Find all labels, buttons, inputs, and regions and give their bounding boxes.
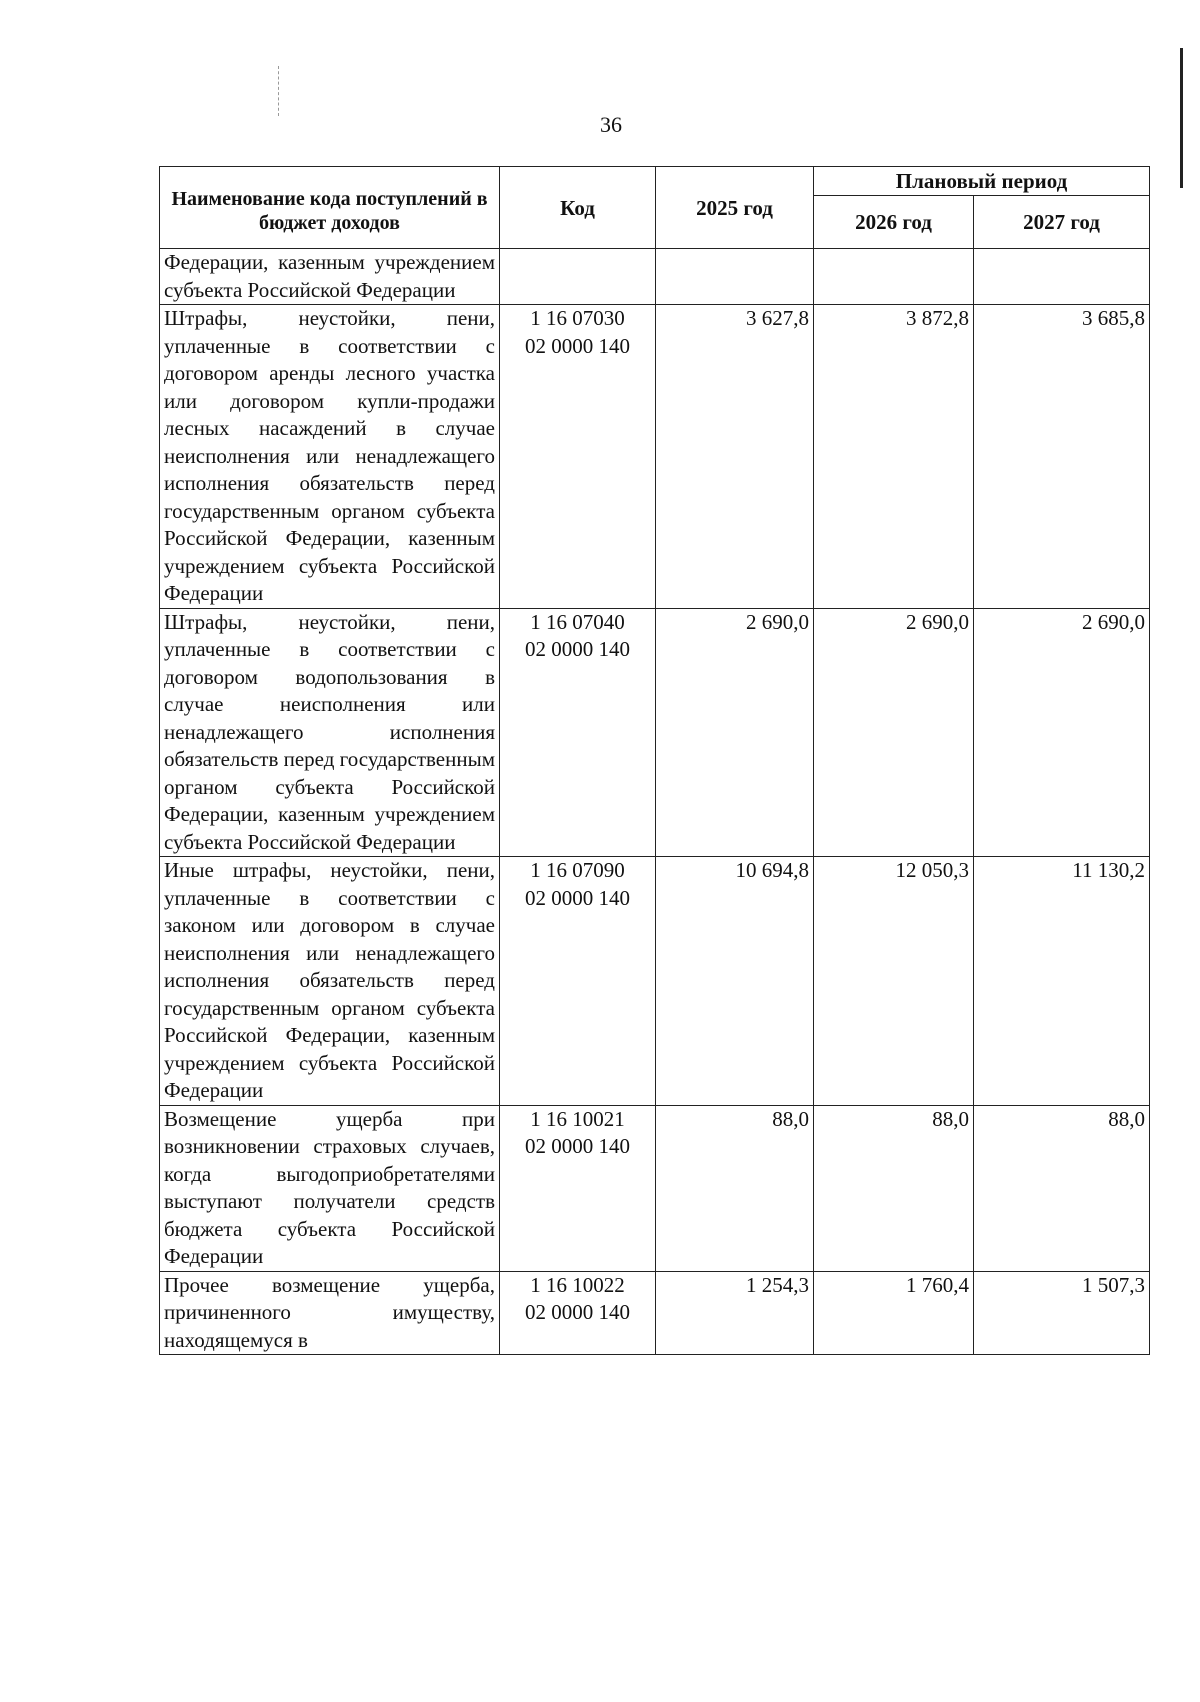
header-year-2025: 2025 год: [656, 167, 814, 249]
row-code-line1: 1 16 10022: [530, 1272, 625, 1297]
row-code-line1: 1 16 07090: [530, 858, 625, 882]
row-value-2027: 3 685,8: [974, 305, 1150, 609]
row-name: Прочее возмещение ущерба, причиненного имуществу, находящемуся в: [160, 1271, 500, 1355]
table-row: [160, 857, 1150, 1106]
header-name: Наименование кода поступлений в бюджет доходов: [160, 167, 500, 249]
row-name: Иные штрафы, неустойки, пени, уплаченные в соответствии с законом или договором в случае неисполнения или ненадлежащего исполнения обязательств перед государственным органом субъекта Российской Федерации, казенным учреждением субъекта Российской Федерации: [160, 857, 500, 1106]
row-code: [500, 857, 656, 1106]
table-row: [160, 1271, 1150, 1355]
row-value-2027: [974, 249, 1150, 305]
scan-artifact-right: [1180, 48, 1183, 188]
table-row: [160, 305, 1150, 609]
row-value-2027: 2 690,0: [974, 608, 1150, 857]
row-code-line2: 02 0000 140: [525, 333, 630, 358]
row-value-2026: 12 050,3: [814, 857, 974, 1106]
row-value-2025: [656, 249, 814, 305]
row-value-2026: 2 690,0: [814, 608, 974, 857]
header-year-2026: 2026 год: [814, 196, 974, 249]
row-value-2025: 1 254,3: [656, 1271, 814, 1355]
scan-artifact-left: [278, 66, 280, 116]
row-value-2026: 1 760,4: [814, 1271, 974, 1355]
row-value-2026: 3 872,8: [814, 305, 974, 609]
header-plan-period: Плановый период: [814, 167, 1150, 196]
table-row: [160, 249, 1150, 305]
page-number: 36: [600, 112, 622, 137]
row-name: Штрафы, неустойки, пени, уплаченные в соответствии с договором аренды лесного участка или договором купли-продажи лесных насаждений в случае неисполнения или ненадлежащего исполнения обязательств перед государственным органом субъекта Российской Федерации, казенным учреждением субъекта Российской Федерации: [160, 305, 500, 609]
row-code-line1: 1 16 07040: [530, 609, 625, 634]
header-year-2027: 2027 год: [974, 196, 1150, 249]
row-code: [500, 1271, 656, 1355]
row-value-2026: 88,0: [814, 1105, 974, 1271]
row-value-2025: 10 694,8: [656, 857, 814, 1106]
row-code-line2: 02 0000 140: [525, 885, 630, 910]
row-name: Федерации, казенным учреждением субъекта Российской Федерации: [160, 249, 500, 305]
revenue-table: [159, 166, 1150, 1355]
row-code: [500, 1105, 656, 1271]
row-name: Штрафы, неустойки, пени, уплаченные в соответствии с договором водопользования в случае неисполнения или ненадлежащего исполнения обязательств перед государственным органом субъекта Российской Федерации, казенным учреждением субъекта Российской Федерации: [160, 608, 500, 857]
row-code: [500, 249, 656, 305]
row-value-2025: 88,0: [656, 1105, 814, 1271]
row-code: [500, 305, 656, 609]
row-code-line2: 02 0000 140: [525, 1300, 630, 1324]
row-code-line2: 02 0000 140: [525, 637, 630, 661]
row-value-2026: [814, 249, 974, 305]
table-row: [160, 608, 1150, 857]
row-value-2025: 3 627,8: [656, 305, 814, 609]
row-value-2027: 1 507,3: [974, 1271, 1150, 1355]
row-code-line1: 1 16 10021: [530, 1106, 625, 1131]
row-code-line2: 02 0000 140: [525, 1134, 630, 1158]
header-code: Код: [500, 167, 656, 249]
row-value-2027: 11 130,2: [974, 857, 1150, 1106]
row-name: Возмещение ущерба при возникновении страховых случаев, когда выгодоприобретателями выступают получатели средств бюджета субъекта Российской Федерации: [160, 1105, 500, 1271]
row-code-line1: 1 16 07030: [530, 306, 625, 330]
row-code: [500, 608, 656, 857]
table-header: [160, 167, 1150, 249]
table-body: [160, 249, 1150, 1355]
table-row: [160, 1105, 1150, 1271]
header-row-1: [160, 167, 1150, 196]
row-value-2027: 88,0: [974, 1105, 1150, 1271]
row-value-2025: 2 690,0: [656, 608, 814, 857]
